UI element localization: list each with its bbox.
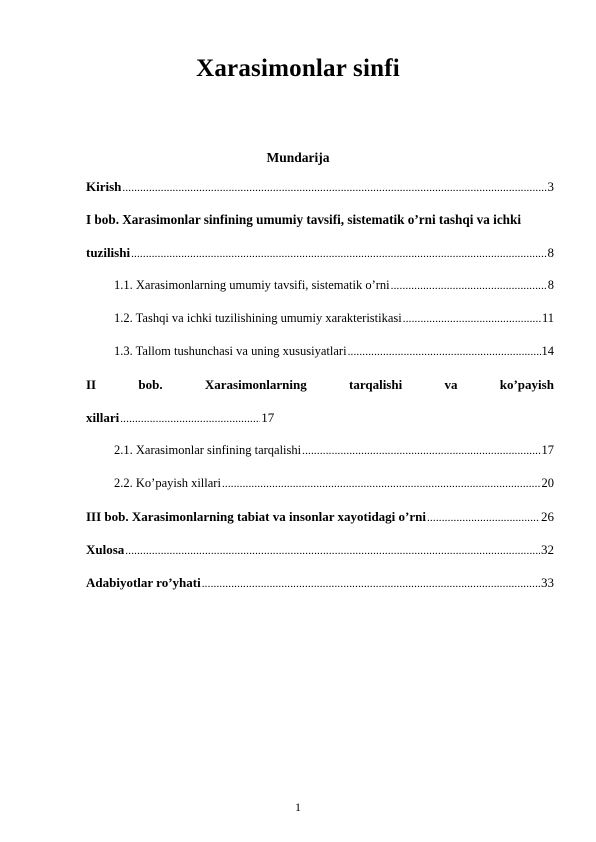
toc-page-number: 32 <box>541 542 554 557</box>
toc-label: III bob. Xarasimonlarning tabiat va insonlar xayotidagi o’rni <box>86 509 426 524</box>
toc-entry-2-1[interactable] <box>86 439 554 462</box>
toc-page-number: 11 <box>541 311 554 325</box>
toc-word: bob. <box>138 377 163 392</box>
toc-word: ko’payish <box>499 377 554 392</box>
toc-page-number: 26 <box>541 509 554 524</box>
toc-entry-adabiyotlar[interactable] <box>86 571 554 594</box>
toc-entry-1-1[interactable] <box>86 274 554 297</box>
toc-word: Xarasimonlarning <box>204 377 307 392</box>
toc-label-text: Xarasimonlarning tabiat va insonlar xayotidagi o’rni <box>131 509 426 524</box>
toc-label: Kirish <box>86 179 122 194</box>
page-number: 1 <box>295 800 301 814</box>
toc-page-number: 8 <box>547 278 554 292</box>
dot-leader <box>120 408 260 431</box>
toc-entry-1-2[interactable] <box>86 307 554 330</box>
dot-leader <box>403 308 541 331</box>
toc-label: tuzilishi <box>86 245 131 260</box>
dot-leader <box>131 243 546 266</box>
dot-leader <box>427 507 540 530</box>
toc-word: II <box>86 377 97 392</box>
toc-page-number: 33 <box>541 575 554 590</box>
dot-leader <box>202 573 540 596</box>
toc-entry-bob3[interactable] <box>86 505 554 528</box>
toc-entry-bob2-line2[interactable] <box>86 406 554 429</box>
toc-label-prefix: III bob <box>86 509 126 524</box>
toc-label: 1.1. Xarasimonlarning umumiy tavsifi, sistematik o’rni <box>114 278 390 292</box>
toc-label: Xulosa <box>86 542 125 557</box>
toc-label: I bob. Xarasimonlar sinfining umumiy tavsifi, sistematik o’rni tashqi va ichki <box>86 212 522 227</box>
toc-entry-kirish[interactable] <box>86 175 554 198</box>
toc-label: 1.3. Tallom tushunchasi va uning xususiyatlari <box>114 344 347 358</box>
toc-label: Adabiyotlar ro’yhati <box>86 575 201 590</box>
toc-label: 2.2. Ko’payish xillari <box>114 476 221 490</box>
toc-page-number: 17 <box>261 410 275 425</box>
document-title: Xarasimonlar sinfi <box>196 55 400 82</box>
toc-page-number: 20 <box>541 476 554 490</box>
dot-leader <box>302 440 540 463</box>
toc-entry-bob2-line1[interactable] <box>86 373 554 396</box>
toc-label: xillari <box>86 410 120 425</box>
dot-leader <box>348 341 541 364</box>
dot-leader <box>122 177 546 200</box>
toc-page-number: 8 <box>547 245 554 260</box>
toc-word: tarqalishi <box>348 377 403 392</box>
dot-leader <box>125 540 540 563</box>
toc-entry-bob1-line2[interactable] <box>86 241 554 264</box>
toc-page-number: 3 <box>547 179 554 194</box>
toc-heading: Mundarija <box>266 150 330 165</box>
toc-entry-1-3[interactable] <box>86 340 554 363</box>
toc-word: va <box>444 377 458 392</box>
toc-page-number: 14 <box>541 344 554 358</box>
toc-entry-2-2[interactable] <box>86 472 554 495</box>
toc-label: 2.1. Xarasimonlar sinfining tarqalishi <box>114 443 302 457</box>
toc-entry-bob1-line1[interactable] <box>86 208 554 231</box>
dot-leader <box>222 473 541 496</box>
table-of-contents <box>86 175 554 604</box>
dot-leader <box>391 275 547 298</box>
toc-page-number: 17 <box>541 443 554 457</box>
toc-label: 1.2. Tashqi va ichki tuzilishining umumiy xarakteristikasi <box>114 311 402 325</box>
toc-entry-xulosa[interactable] <box>86 538 554 561</box>
